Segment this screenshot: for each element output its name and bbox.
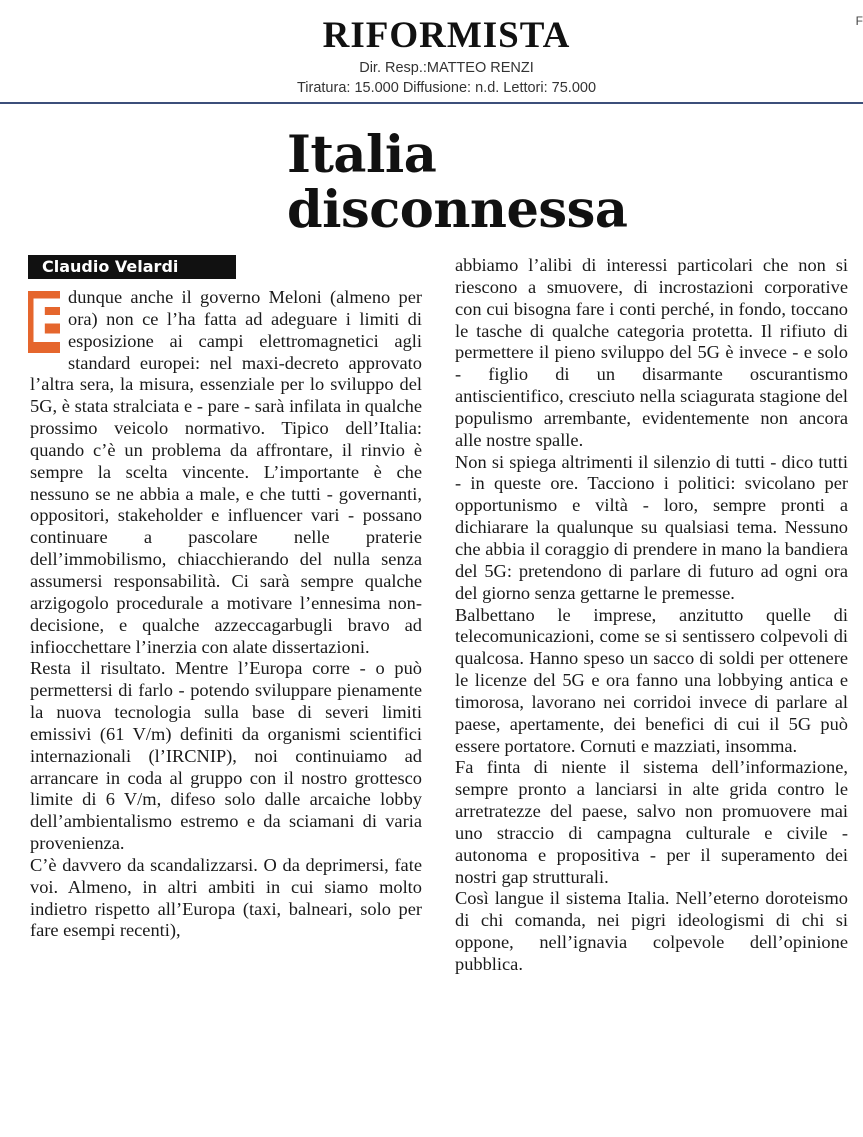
masthead xyxy=(0,0,863,104)
headline-line-1: Italia xyxy=(287,125,437,185)
paragraph: Fa finta di niente il sistema dell’informazione, sempre pronto a lanciarsi in alte grida contro le arretratezze del paese, salvo non promuovere mai uno straccio di campagna culturale e civile - autonoma e propositiva - per il superamento dei nostri gap strutturali. xyxy=(455,757,848,887)
paragraph: abbiamo l’alibi di interessi particolari che non si riescono a smuovere, di incrostazioni corporative con cui bisogna fare i conti perché, in fondo, toccano le tasche di qualche categoria protetta. Il rifiuto di permettere il pieno sviluppo del 5G è invece - e solo - figlio di un disarmante oscurantismo antiscientifico, cresciuto nella sciagurata stagione del populismo arrembante, evidentemente non ancora alle nostre spalle. xyxy=(455,255,848,450)
article-headline xyxy=(287,125,628,240)
article-column-right xyxy=(455,255,848,976)
drop-cap: E xyxy=(28,287,69,357)
masthead-rule xyxy=(0,102,863,104)
paragraph: Così langue il sistema Italia. Nell’eterno doroteismo di chi comanda, nei pigri ideologismi di chi si oppone, nell’ignavia colpevole dell’opinione pubblica. xyxy=(455,888,848,974)
author-byline: Claudio Velardi xyxy=(28,255,236,279)
paragraph: Non si spiega altrimenti il silenzio di tutti - dico tutti - in queste ore. Tacciono i politici: svicolano per opportunismo e viltà - loro, sempre pronti a dichiarare la qualunque su qualsiasi tema. Nessuno che abbia il coraggio di prendere in mano la bandiera del 5G: pretendono di parlare di futuro ad ogni ora del giorno senza gettarne le premesse. xyxy=(455,451,848,603)
paragraph: Balbettano le imprese, anzitutto quelle di telecomunicazioni, come se si sentissero colpevoli di qualcosa. Hanno speso un sacco di soldi per ottenere le licenze del 5G e ora fanno una lobbying antica e timorosa, lavorano nei corridoi invece di parlare al paese, apertamente, dei benefici di cui il 5G può essere portatore. Cornuti e mazziati, insomma. xyxy=(455,604,848,756)
paragraph: Resta il risultato. Mentre l’Europa corre - o può permettersi di farlo - potendo sviluppare pienamente la nuova tecnologia sulla base di severi limiti emissivi (61 V/m) definiti da organismi scientifici internazionali (l’IRCNIP), noi continuiamo ad arrancare in coda al gruppo con il nostro grottesco limite di 6 V/m, difeso solo dalle arcaiche lobby dell’ambientalismo estremo e da sciamani di varia provenienza. xyxy=(30,658,422,854)
corner-mark: F xyxy=(855,14,863,28)
paragraph-text: dunque anche il governo Meloni (almeno per ora) non ce l’ha fatta ad adeguare i limiti di esposizione ai campi elettromagnetici agli standard europei: nel maxi-decreto approvato l’altra sera, la misura, essenziale per lo sviluppo del 5G, è stata stralciata e - pare - sarà infilata in qualche prossimo veicolo normativo. Tipico dell’Italia: quando c’è un problema da affrontare, il rinvio è sempre la scelta vincente. L’importante è che nessuno se ne abbia a male, e che tutti - governanti, oppositori, stakeholder e influencer vari - possano continuare a pascolare nelle praterie dell’immobilismo, chiacchierando del nulla senza assumersi responsabilità. Ci sarà sempre qualche arzigogolo procedurale a motivare l’ennesima non-decisione, e qualche azzeccagarbugli bravo ad infiocchettare l’inerzia con alate dissertazioni. xyxy=(30,287,422,657)
paragraph xyxy=(30,287,422,658)
circulation-line: Tiratura: 15.000 Diffusione: n.d. Lettori: 75.000 xyxy=(296,80,597,96)
paragraph: C’è davvero da scandalizzarsi. O da deprimersi, fate voi. Almeno, in altri ambiti in cui siamo molto indietro rispetto all’Europa (taxi, balneari, solo per fare esempi recenti), xyxy=(30,854,422,941)
headline-line-2: disconnessa xyxy=(287,180,628,240)
director-line: Dir. Resp.:MATTEO RENZI xyxy=(359,60,534,76)
paper-name: RIFORMISTA xyxy=(322,15,571,56)
article-column-left xyxy=(30,287,422,942)
